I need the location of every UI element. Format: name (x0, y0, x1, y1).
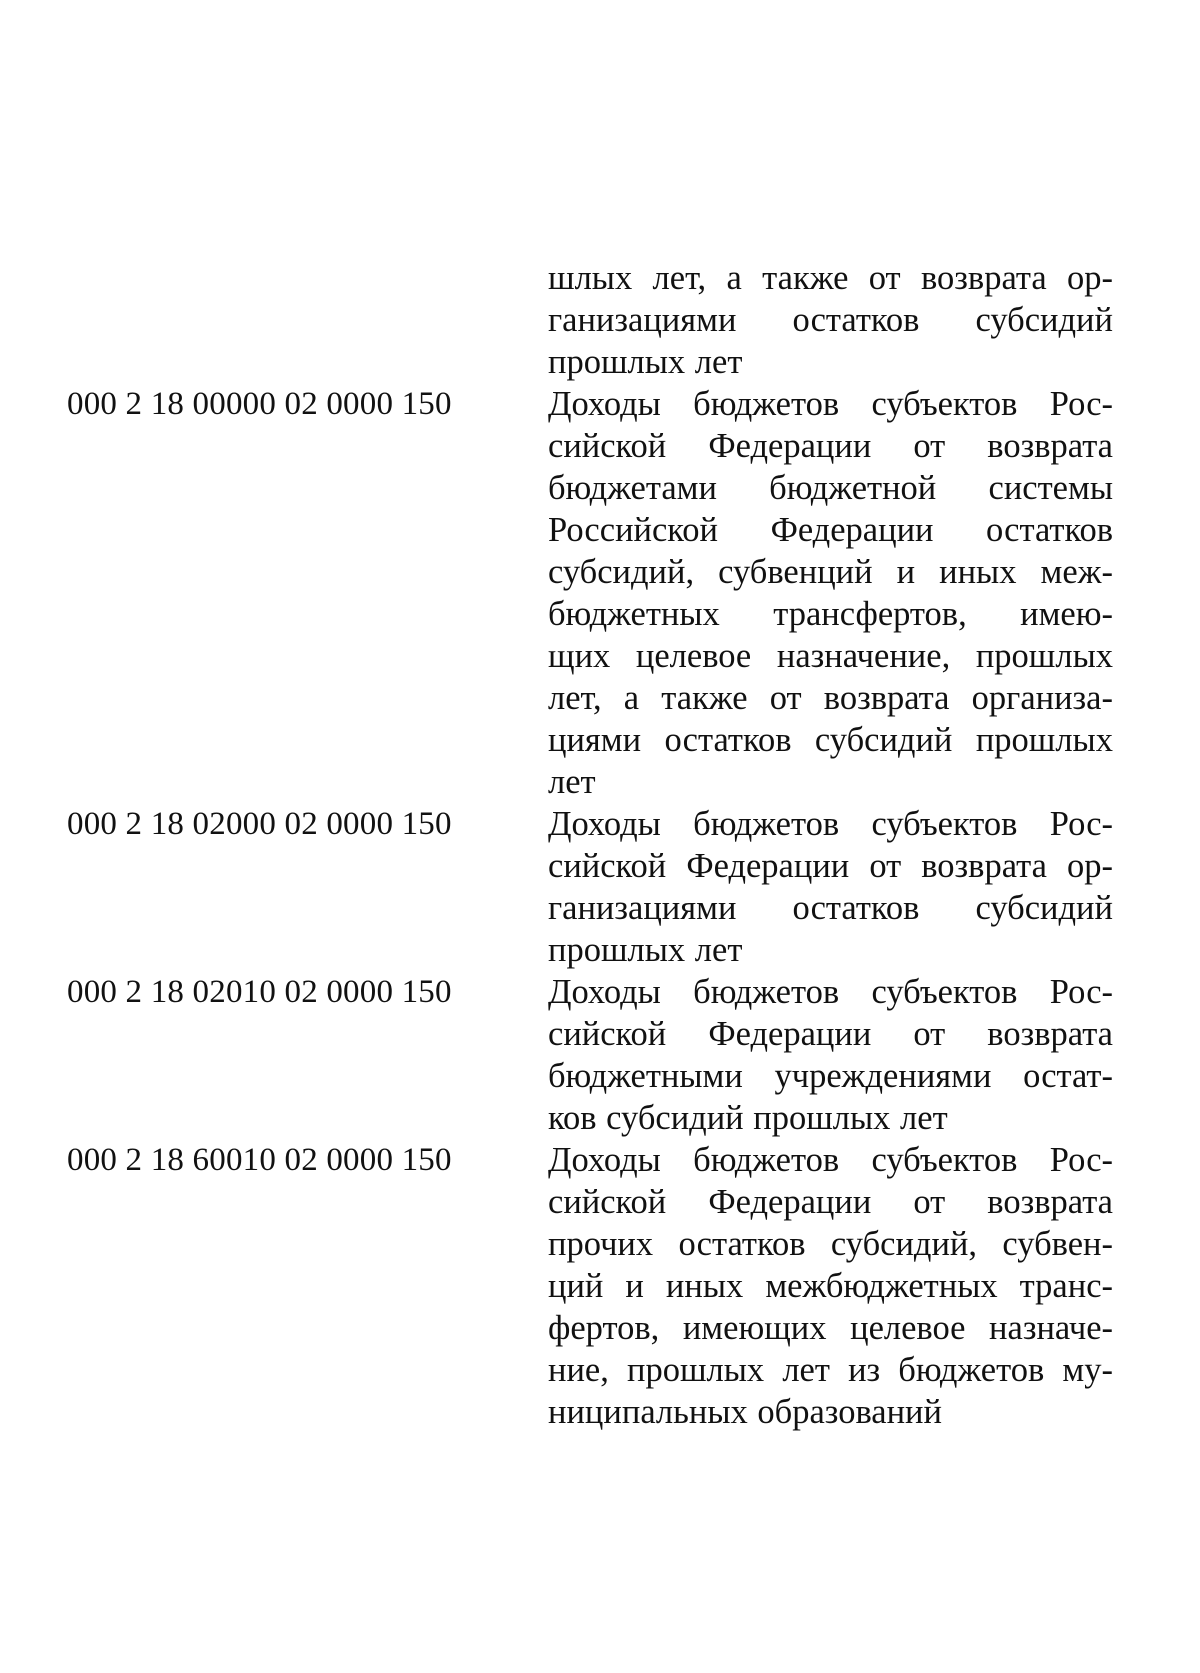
code-description (548, 257, 1113, 383)
description-line: ние, прошлых лет из бюджетов му- (548, 1351, 1113, 1389)
budget-code: 000 2 18 02000 02 0000 150 (67, 806, 452, 842)
budget-code: 000 2 18 00000 02 0000 150 (67, 386, 452, 422)
budget-code: 000 2 18 02010 02 0000 150 (67, 974, 452, 1010)
description-line: Доходы бюджетов субъектов Рос- (548, 805, 1113, 843)
budget-code: 000 2 18 60010 02 0000 150 (67, 1142, 452, 1178)
description-line: шлых лет, а также от возврата ор- (548, 259, 1113, 297)
description-line: ганизациями остатков субсидий (548, 301, 1113, 339)
description-line: щих целевое назначение, прошлых (548, 637, 1113, 675)
description-line: ниципальных образований (548, 1393, 942, 1431)
description-line: сийской Федерации от возврата ор- (548, 847, 1113, 885)
code-description (548, 1139, 1113, 1433)
table-row (67, 971, 1167, 1139)
description-line: Доходы бюджетов субъектов Рос- (548, 1141, 1113, 1179)
description-line: прошлых лет (548, 931, 743, 969)
table-row (67, 1139, 1167, 1433)
description-line: ций и иных межбюджетных транс- (548, 1267, 1113, 1305)
description-line: прочих остатков субсидий, субвен- (548, 1225, 1113, 1263)
description-line: ков субсидий прошлых лет (548, 1099, 948, 1137)
description-line: лет, а также от возврата организа- (548, 679, 1113, 717)
description-line: бюджетных трансфертов, имею- (548, 595, 1113, 633)
description-line: субсидий, субвенций и иных меж- (548, 553, 1113, 591)
code-description (548, 803, 1113, 971)
description-line: прошлых лет (548, 343, 743, 381)
table-row (67, 383, 1167, 803)
code-description (548, 971, 1113, 1139)
table-row (67, 803, 1167, 971)
description-line: циями остатков субсидий прошлых (548, 721, 1113, 759)
description-line: бюджетными учреждениями остат- (548, 1057, 1113, 1095)
description-line: Доходы бюджетов субъектов Рос- (548, 385, 1113, 423)
description-line: Доходы бюджетов субъектов Рос- (548, 973, 1113, 1011)
description-line: сийской Федерации от возврата (548, 427, 1113, 465)
revenue-code-table (67, 257, 1167, 1433)
description-line: сийской Федерации от возврата (548, 1183, 1113, 1221)
description-line: ганизациями остатков субсидий (548, 889, 1113, 927)
description-line: фертов, имеющих целевое назначе- (548, 1309, 1113, 1347)
description-line: Российской Федерации остатков (548, 511, 1113, 549)
description-line: лет (548, 763, 596, 801)
table-row (67, 257, 1167, 383)
code-description (548, 383, 1113, 803)
description-line: сийской Федерации от возврата (548, 1015, 1113, 1053)
description-line: бюджетами бюджетной системы (548, 469, 1113, 507)
